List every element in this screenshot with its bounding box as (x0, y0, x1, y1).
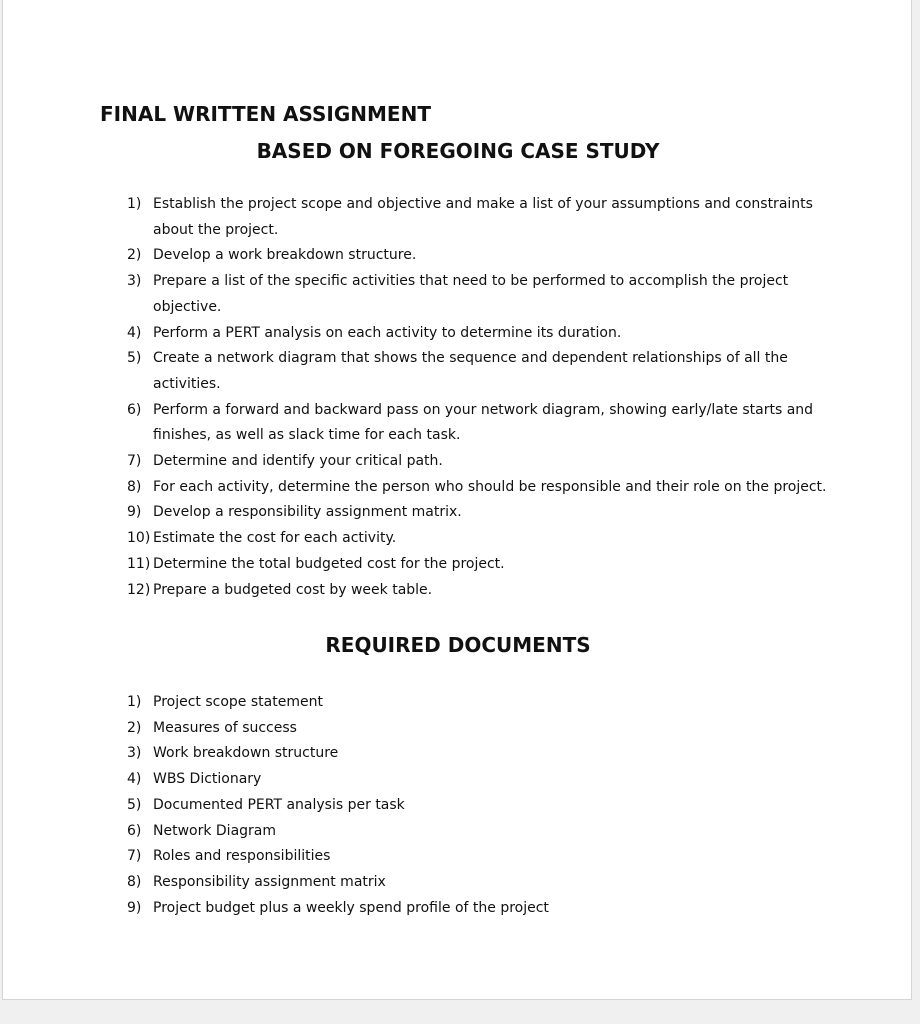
item-number: 1) (127, 196, 142, 212)
item-number: 11) (127, 555, 151, 572)
item-number: 4) (127, 324, 142, 341)
item-number: 6) (127, 822, 142, 839)
list-item (127, 844, 827, 870)
item-number: 9) (127, 504, 142, 521)
list-item (127, 716, 827, 742)
item-number: 2) (127, 247, 142, 264)
item-text: Documented PERT analysis per task (153, 796, 405, 813)
item-number: 4) (127, 771, 142, 788)
item-text: Responsibility assignment matrix (153, 873, 386, 890)
list-item (127, 552, 827, 578)
item-text: Perform a forward and backward pass on your network diagram, showing early/late starts and finishes, as well as slack time for each task. (153, 401, 814, 444)
item-number: 6) (127, 401, 142, 418)
item-text: Create a network diagram that shows the sequence and dependent relationships of all the activities. (153, 350, 788, 392)
item-number: 7) (127, 848, 142, 865)
list-item (127, 321, 827, 347)
item-text: Prepare a budgeted cost by week table. (153, 581, 433, 598)
item-text: Develop a responsibility assignment matrix. (153, 504, 462, 521)
list-item (127, 398, 827, 449)
item-number: 2) (127, 719, 142, 736)
item-text: Roles and responsibilities (153, 848, 331, 865)
document-page (2, 0, 912, 1000)
list-item (127, 819, 827, 845)
list-item (127, 269, 827, 320)
item-text: Determine and identify your critical path. (153, 453, 443, 470)
list-item (127, 346, 827, 397)
list-item (127, 690, 827, 716)
list-item (127, 896, 827, 922)
item-number: 5) (127, 350, 142, 367)
list-item (127, 578, 827, 604)
item-number: 5) (127, 796, 142, 813)
page-subtitle: BASED ON FOREGOING CASE STUDY (256, 139, 660, 163)
list-item (127, 192, 827, 243)
item-text: Project budget plus a weekly spend profile of the project (153, 899, 549, 916)
list-item (127, 500, 827, 526)
item-text: Perform a PERT analysis on each activity to determine its duration. (153, 324, 622, 341)
item-text: Determine the total budgeted cost for the project. (153, 555, 505, 572)
item-text: Project scope statement (153, 694, 323, 710)
task-list (127, 192, 827, 603)
list-item (127, 526, 827, 552)
item-number: 9) (127, 899, 142, 916)
item-text: Develop a work breakdown structure. (153, 247, 417, 264)
list-item (127, 243, 827, 269)
list-item (127, 475, 827, 501)
item-text: Prepare a list of the specific activities that need to be performed to accomplish the project objective. (153, 273, 789, 315)
item-number: 3) (127, 273, 142, 290)
page-title: FINAL WRITTEN ASSIGNMENT (100, 102, 431, 126)
item-text: Measures of success (153, 719, 297, 736)
item-text: For each activity, determine the person who should be responsible and their role on the project. (153, 478, 827, 495)
item-number: 12) (127, 581, 151, 598)
list-item (127, 793, 827, 819)
item-number: 8) (127, 478, 142, 495)
list-item (127, 870, 827, 896)
item-text: Work breakdown structure (153, 745, 339, 762)
item-text: Network Diagram (153, 822, 277, 839)
list-item (127, 767, 827, 793)
item-number: 10) (127, 530, 151, 547)
item-text: WBS Dictionary (153, 771, 262, 788)
list-item (127, 449, 827, 475)
item-number: 7) (127, 453, 142, 470)
item-text: Estimate the cost for each activity. (153, 530, 397, 547)
item-text: Establish the project scope and objective and make a list of your assumptions and constraints about the project. (153, 196, 813, 238)
list-item (127, 741, 827, 767)
item-number: 3) (127, 745, 142, 762)
item-number: 8) (127, 873, 142, 890)
required-documents-list (127, 690, 827, 921)
required-documents-heading: REQUIRED DOCUMENTS (325, 633, 591, 657)
item-number: 1) (127, 694, 142, 710)
